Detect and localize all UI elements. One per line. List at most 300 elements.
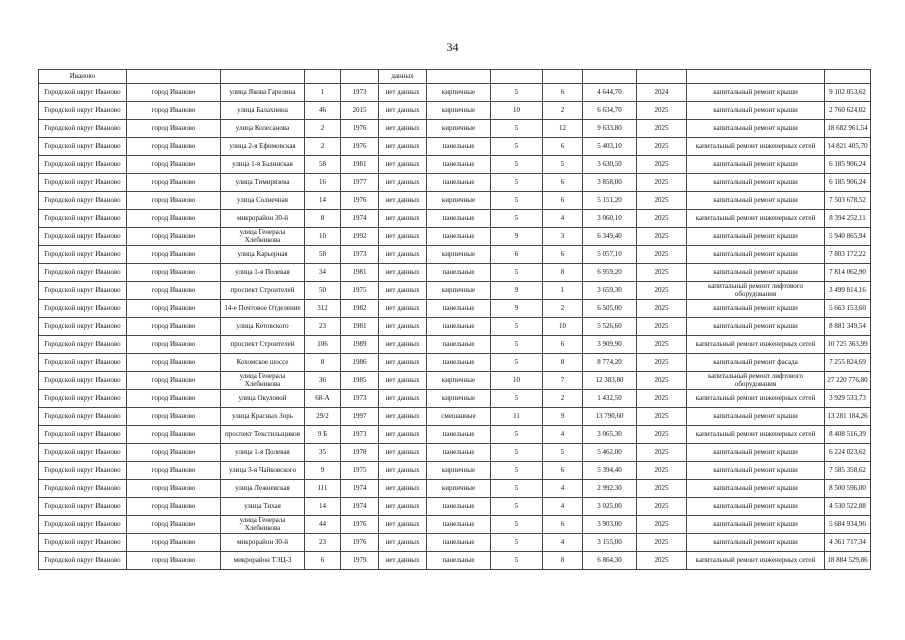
cell-commissioning: нет данных (379, 354, 427, 372)
cell-street: микрорайон 30-й (221, 210, 305, 228)
cell-area: 6 959,20 (583, 264, 637, 282)
cell-repair-year: 2025 (637, 174, 687, 192)
cell-work-type: капитальный ремонт инженерных сетей (687, 210, 825, 228)
cell-entrances: 10 (543, 318, 583, 336)
cell-street: проспект Строителей (221, 336, 305, 354)
cell-floors: 6 (491, 246, 543, 264)
cell-cost: 8 394 252,11 (825, 210, 871, 228)
cell-house-number: 9 (305, 462, 341, 480)
cell-work-type: капитальный ремонт лифтового оборудования (687, 282, 825, 300)
cell-work-type: капитальный ремонт инженерных сетей (687, 138, 825, 156)
cell-commissioning: нет данных (379, 282, 427, 300)
cell-entrances: 6 (543, 336, 583, 354)
cell-floors: 9 (491, 228, 543, 246)
cell-settlement: город Иваново (127, 228, 221, 246)
cell-repair-year: 2025 (637, 246, 687, 264)
cell-area (583, 70, 637, 84)
cell-repair-year: 2025 (637, 516, 687, 534)
cell-wall-material: панельные (427, 516, 491, 534)
cell-street: улица Генерала Хлебникова (221, 372, 305, 390)
cell-wall-material: смешанные (427, 408, 491, 426)
cell-street: проспект Строителей (221, 282, 305, 300)
cell-settlement: город Иваново (127, 336, 221, 354)
cell-area: 3 025,00 (583, 498, 637, 516)
cell-work-type: капитальный ремонт крыши (687, 534, 825, 552)
cell-cost: 14 821 405,70 (825, 138, 871, 156)
cell-wall-material: кирпичные (427, 120, 491, 138)
cell-house-number: 111 (305, 480, 341, 498)
cell-settlement: город Иваново (127, 444, 221, 462)
table-row (39, 372, 871, 390)
cell-commissioning: нет данных (379, 228, 427, 246)
cell-cost: 7 255 824,69 (825, 354, 871, 372)
cell-cost: 13 281 184,26 (825, 408, 871, 426)
cell-street: улица Генерала Хлебникова (221, 516, 305, 534)
cell-house-number: 1 (305, 84, 341, 102)
cell-settlement: город Иваново (127, 498, 221, 516)
cell-area: 5 151,20 (583, 192, 637, 210)
cell-floors: 5 (491, 498, 543, 516)
cell-house-number: 23 (305, 534, 341, 552)
cell-cost: 5 663 153,60 (825, 300, 871, 318)
cell-year-built: 1976 (341, 516, 379, 534)
cell-year-built: 1973 (341, 426, 379, 444)
cell-year-built: 1997 (341, 408, 379, 426)
cell-street: улица 2-я Ефимовская (221, 138, 305, 156)
table-row (39, 264, 871, 282)
cell-cost: 4 361 717,34 (825, 534, 871, 552)
cell-wall-material: панельные (427, 534, 491, 552)
cell-commissioning: нет данных (379, 552, 427, 570)
cell-year-built: 1975 (341, 462, 379, 480)
cell-year-built: 1977 (341, 174, 379, 192)
cell-area: 3 630,50 (583, 156, 637, 174)
cell-entrances: 1 (543, 282, 583, 300)
cell-work-type: капитальный ремонт крыши (687, 516, 825, 534)
cell-house-number: 106 (305, 336, 341, 354)
cell-house-number: 8 (305, 210, 341, 228)
cell-floors: 5 (491, 336, 543, 354)
cell-commissioning: нет данных (379, 516, 427, 534)
housing-repair-table (38, 69, 871, 570)
cell-year-built: 1989 (341, 336, 379, 354)
cell-floors: 9 (491, 282, 543, 300)
table-row-continued (39, 70, 871, 84)
cell-house-number: 29/2 (305, 408, 341, 426)
cell-work-type: капитальный ремонт инженерных сетей (687, 552, 825, 570)
cell-settlement: город Иваново (127, 246, 221, 264)
cell-commissioning: нет данных (379, 138, 427, 156)
cell-repair-year: 2025 (637, 552, 687, 570)
cell-house-number: 16 (305, 174, 341, 192)
table-row (39, 120, 871, 138)
cell-area: 5 403,10 (583, 138, 637, 156)
cell-floors: 5 (491, 534, 543, 552)
cell-entrances: 5 (543, 156, 583, 174)
cell-year-built: 1981 (341, 156, 379, 174)
cell-repair-year: 2025 (637, 408, 687, 426)
cell-area: 5 462,00 (583, 444, 637, 462)
cell-year-built: 1974 (341, 480, 379, 498)
cell-house-number: 2 (305, 120, 341, 138)
cell-floors: 5 (491, 318, 543, 336)
cell-municipality: Городской округ Иваново (39, 552, 127, 570)
cell-area: 6 634,70 (583, 102, 637, 120)
cell-floors: 5 (491, 480, 543, 498)
cell-house-number: 58 (305, 156, 341, 174)
cell-house-number: 10 (305, 228, 341, 246)
cell-area: 5 057,10 (583, 246, 637, 264)
cell-floors: 9 (491, 300, 543, 318)
cell-year-built: 1974 (341, 210, 379, 228)
cell-wall-material: кирпичные (427, 462, 491, 480)
cell-street: микрорайон 30-й (221, 534, 305, 552)
cell-settlement: город Иваново (127, 390, 221, 408)
cell-municipality: Городской округ Иваново (39, 300, 127, 318)
cell-area: 1 432,50 (583, 390, 637, 408)
cell-entrances (543, 70, 583, 84)
cell-repair-year: 2025 (637, 228, 687, 246)
cell-wall-material: кирпичные (427, 84, 491, 102)
cell-year-built: 1973 (341, 84, 379, 102)
cell-floors: 5 (491, 192, 543, 210)
cell-year-built: 1976 (341, 192, 379, 210)
cell-floors: 5 (491, 444, 543, 462)
cell-commissioning: нет данных (379, 192, 427, 210)
cell-entrances: 4 (543, 534, 583, 552)
cell-work-type: капитальный ремонт крыши (687, 444, 825, 462)
cell-work-type: капитальный ремонт крыши (687, 264, 825, 282)
table-row (39, 138, 871, 156)
cell-municipality: Городской округ Иваново (39, 462, 127, 480)
cell-settlement: город Иваново (127, 102, 221, 120)
cell-municipality: Городской округ Иваново (39, 426, 127, 444)
table-row (39, 354, 871, 372)
cell-wall-material: панельные (427, 210, 491, 228)
cell-year-built: 1976 (341, 534, 379, 552)
table-row (39, 228, 871, 246)
cell-house-number: 23 (305, 318, 341, 336)
cell-work-type: капитальный ремонт крыши (687, 102, 825, 120)
cell-repair-year: 2025 (637, 426, 687, 444)
cell-cost: 10 725 363,99 (825, 336, 871, 354)
cell-area: 5 394,40 (583, 462, 637, 480)
cell-street: улица Якова Гарелина (221, 84, 305, 102)
cell-year-built: 2015 (341, 102, 379, 120)
cell-floors: 5 (491, 354, 543, 372)
cell-area: 6 505,00 (583, 300, 637, 318)
cell-entrances: 5 (543, 444, 583, 462)
cell-floors: 5 (491, 390, 543, 408)
cell-repair-year: 2025 (637, 480, 687, 498)
cell-commissioning: нет данных (379, 390, 427, 408)
table-row (39, 102, 871, 120)
cell-floors: 5 (491, 120, 543, 138)
cell-cost: 8 408 516,39 (825, 426, 871, 444)
cell-settlement: город Иваново (127, 426, 221, 444)
cell-settlement: город Иваново (127, 156, 221, 174)
cell-house-number: 14 (305, 192, 341, 210)
cell-street: улица Тихая (221, 498, 305, 516)
table-row (39, 210, 871, 228)
cell-floors: 10 (491, 372, 543, 390)
cell-wall-material: кирпичные (427, 372, 491, 390)
cell-wall-material: кирпичные (427, 480, 491, 498)
cell-settlement: город Иваново (127, 84, 221, 102)
cell-repair-year: 2025 (637, 120, 687, 138)
cell-repair-year (637, 70, 687, 84)
cell-settlement: город Иваново (127, 210, 221, 228)
cell-area: 6 349,40 (583, 228, 637, 246)
cell-house-number: 14 (305, 498, 341, 516)
cell-wall-material: кирпичные (427, 102, 491, 120)
cell-municipality: Городской округ Иваново (39, 282, 127, 300)
cell-street: микрорайон ТЭЦ-3 (221, 552, 305, 570)
cell-entrances: 9 (543, 408, 583, 426)
cell-entrances: 8 (543, 552, 583, 570)
cell-municipality: Городской округ Иваново (39, 228, 127, 246)
cell-municipality: Городской округ Иваново (39, 444, 127, 462)
cell-work-type: капитальный ремонт инженерных сетей (687, 390, 825, 408)
cell-floors: 10 (491, 102, 543, 120)
cell-year-built: 1974 (341, 498, 379, 516)
cell-repair-year: 2025 (637, 300, 687, 318)
table-row (39, 408, 871, 426)
cell-municipality: Городской округ Иваново (39, 120, 127, 138)
table-row (39, 552, 871, 570)
cell-cost: 3 499 814,16 (825, 282, 871, 300)
cell-floors: 11 (491, 408, 543, 426)
table-row (39, 282, 871, 300)
cell-area: 3 155,00 (583, 534, 637, 552)
table-row (39, 534, 871, 552)
cell-repair-year: 2025 (637, 138, 687, 156)
cell-entrances: 3 (543, 228, 583, 246)
cell-wall-material: панельные (427, 228, 491, 246)
cell-work-type: капитальный ремонт крыши (687, 498, 825, 516)
cell-work-type: капитальный ремонт крыши (687, 120, 825, 138)
table-row (39, 246, 871, 264)
cell-wall-material: панельные (427, 444, 491, 462)
cell-repair-year: 2025 (637, 210, 687, 228)
cell-wall-material: панельные (427, 138, 491, 156)
cell-municipality: Городской округ Иваново (39, 174, 127, 192)
cell-area: 9 633,80 (583, 120, 637, 138)
cell-cost: 18 682 961,54 (825, 120, 871, 138)
cell-floors: 5 (491, 516, 543, 534)
cell-cost: 7 585 358,62 (825, 462, 871, 480)
page-number: 34 (446, 40, 459, 54)
cell-area: 3 909,90 (583, 336, 637, 354)
cell-street: улица Балахнина (221, 102, 305, 120)
cell-cost: 7 803 172,22 (825, 246, 871, 264)
cell-house-number: 6 (305, 552, 341, 570)
cell-municipality: Городской округ Иваново (39, 210, 127, 228)
cell-municipality: Городской округ Иваново (39, 372, 127, 390)
cell-house-number: 34 (305, 264, 341, 282)
cell-municipality: Городской округ Иваново (39, 84, 127, 102)
cell-wall-material: панельные (427, 264, 491, 282)
cell-cost: 7 814 062,90 (825, 264, 871, 282)
cell-entrances: 4 (543, 426, 583, 444)
cell-wall-material: панельные (427, 174, 491, 192)
cell-wall-material: кирпичные (427, 390, 491, 408)
cell-floors: 5 (491, 84, 543, 102)
cell-work-type: капитальный ремонт крыши (687, 318, 825, 336)
cell-area: 3 060,10 (583, 210, 637, 228)
cell-commissioning: нет данных (379, 210, 427, 228)
cell-settlement: город Иваново (127, 264, 221, 282)
cell-year-built: 1975 (341, 282, 379, 300)
cell-settlement: город Иваново (127, 174, 221, 192)
cell-settlement: город Иваново (127, 192, 221, 210)
table-row (39, 444, 871, 462)
cell-street: проспект Текстильщиков (221, 426, 305, 444)
cell-commissioning: нет данных (379, 300, 427, 318)
cell-year-built: 1985 (341, 372, 379, 390)
cell-house-number: 9 Б (305, 426, 341, 444)
cell-repair-year: 2025 (637, 192, 687, 210)
cell-entrances: 6 (543, 192, 583, 210)
cell-year-built: 1976 (341, 120, 379, 138)
cell-cost (825, 70, 871, 84)
cell-work-type: капитальный ремонт лифтового оборудования (687, 372, 825, 390)
cell-commissioning: нет данных (379, 534, 427, 552)
cell-entrances: 2 (543, 102, 583, 120)
cell-work-type (687, 70, 825, 84)
cell-house-number: 35 (305, 444, 341, 462)
cell-settlement (127, 70, 221, 84)
cell-floors: 5 (491, 210, 543, 228)
cell-settlement: город Иваново (127, 516, 221, 534)
cell-wall-material: панельные (427, 156, 491, 174)
cell-entrances: 6 (543, 246, 583, 264)
cell-settlement: город Иваново (127, 462, 221, 480)
table-row (39, 192, 871, 210)
cell-floors: 5 (491, 174, 543, 192)
cell-house-number (305, 70, 341, 84)
cell-settlement: город Иваново (127, 120, 221, 138)
cell-commissioning: нет данных (379, 102, 427, 120)
cell-commissioning: нет данных (379, 156, 427, 174)
cell-wall-material: панельные (427, 354, 491, 372)
cell-commissioning: нет данных (379, 462, 427, 480)
table-row (39, 480, 871, 498)
cell-entrances: 6 (543, 462, 583, 480)
cell-street: улица 1-я Полевая (221, 264, 305, 282)
cell-street: улица Котовского (221, 318, 305, 336)
cell-cost: 6 185 906,24 (825, 174, 871, 192)
cell-street: улица 1-я Балинская (221, 156, 305, 174)
cell-entrances: 2 (543, 300, 583, 318)
cell-municipality: Городской округ Иваново (39, 138, 127, 156)
cell-year-built: 1986 (341, 354, 379, 372)
table-row (39, 390, 871, 408)
cell-commissioning: нет данных (379, 444, 427, 462)
cell-work-type: капитальный ремонт крыши (687, 84, 825, 102)
cell-wall-material: панельные (427, 498, 491, 516)
cell-street: улица Окуловой (221, 390, 305, 408)
cell-settlement: город Иваново (127, 138, 221, 156)
cell-repair-year: 2025 (637, 318, 687, 336)
cell-settlement: город Иваново (127, 318, 221, 336)
cell-commissioning: нет данных (379, 480, 427, 498)
cell-settlement: город Иваново (127, 372, 221, 390)
cell-commissioning: нет данных (379, 426, 427, 444)
cell-entrances: 8 (543, 354, 583, 372)
cell-year-built: 1981 (341, 318, 379, 336)
cell-wall-material: панельные (427, 336, 491, 354)
cell-entrances: 12 (543, 120, 583, 138)
cell-year-built: 1992 (341, 228, 379, 246)
cell-settlement: город Иваново (127, 300, 221, 318)
cell-floors: 5 (491, 552, 543, 570)
cell-year-built: 1979 (341, 552, 379, 570)
cell-wall-material: панельные (427, 426, 491, 444)
cell-commissioning: нет данных (379, 318, 427, 336)
cell-municipality: Городской округ Иваново (39, 102, 127, 120)
cell-repair-year: 2025 (637, 462, 687, 480)
table-row (39, 156, 871, 174)
cell-work-type: капитальный ремонт крыши (687, 462, 825, 480)
table-row (39, 426, 871, 444)
cell-street: улица 1-я Полевая (221, 444, 305, 462)
cell-floors: 5 (491, 264, 543, 282)
cell-floors: 5 (491, 426, 543, 444)
cell-repair-year: 2024 (637, 84, 687, 102)
cell-municipality: Городской округ Иваново (39, 156, 127, 174)
cell-entrances: 6 (543, 516, 583, 534)
cell-area: 5 526,60 (583, 318, 637, 336)
cell-street: улица Солнечная (221, 192, 305, 210)
cell-municipality: Городской округ Иваново (39, 480, 127, 498)
cell-wall-material: кирпичные (427, 192, 491, 210)
cell-repair-year: 2025 (637, 534, 687, 552)
cell-cost: 27 220 776,80 (825, 372, 871, 390)
cell-floors: 5 (491, 138, 543, 156)
cell-cost: 7 503 678,52 (825, 192, 871, 210)
table-row (39, 300, 871, 318)
cell-floors: 5 (491, 462, 543, 480)
cell-year-built: 1976 (341, 138, 379, 156)
table-row (39, 336, 871, 354)
cell-house-number: 8 (305, 354, 341, 372)
cell-work-type: капитальный ремонт фасада (687, 354, 825, 372)
cell-settlement: город Иваново (127, 354, 221, 372)
cell-municipality: Иваново (39, 70, 127, 84)
cell-wall-material: кирпичные (427, 282, 491, 300)
cell-repair-year: 2025 (637, 390, 687, 408)
cell-cost: 8 500 596,00 (825, 480, 871, 498)
cell-commissioning: данных (379, 70, 427, 84)
cell-cost: 8 881 349,54 (825, 318, 871, 336)
cell-commissioning: нет данных (379, 336, 427, 354)
cell-repair-year: 2025 (637, 372, 687, 390)
cell-work-type: капитальный ремонт инженерных сетей (687, 426, 825, 444)
cell-house-number: 312 (305, 300, 341, 318)
cell-municipality: Городской округ Иваново (39, 192, 127, 210)
cell-commissioning: нет данных (379, 84, 427, 102)
cell-repair-year: 2025 (637, 354, 687, 372)
cell-street: улица Красных Зорь (221, 408, 305, 426)
cell-street: улица 3-я Чайковского (221, 462, 305, 480)
cell-work-type: капитальный ремонт крыши (687, 192, 825, 210)
cell-area: 12 383,80 (583, 372, 637, 390)
cell-area: 13 790,60 (583, 408, 637, 426)
cell-floors (491, 70, 543, 84)
cell-municipality: Городской округ Иваново (39, 264, 127, 282)
cell-settlement: город Иваново (127, 408, 221, 426)
